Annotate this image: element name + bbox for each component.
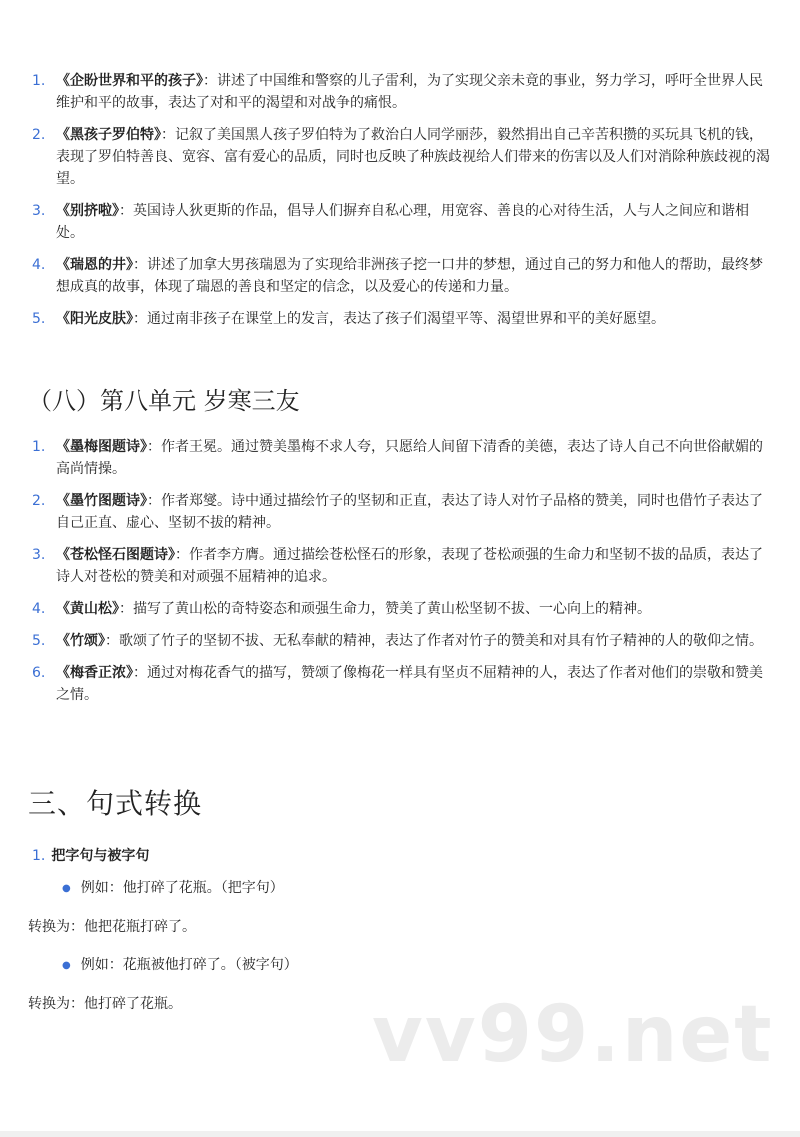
item-separator: ： — [105, 633, 119, 649]
example-bullet — [62, 954, 298, 977]
item-number: 5. — [32, 633, 46, 649]
bullet-dot-icon: ● — [62, 883, 71, 894]
item-separator: ： — [119, 601, 133, 617]
item-separator: ： — [203, 73, 217, 89]
conversion-line: 转换为：他打碎了花瓶。 — [28, 996, 182, 1012]
subsection-label: 把字句与被字句 — [51, 848, 150, 864]
item-title: 《企盼世界和平的孩子》 — [56, 73, 203, 89]
bullet-dot-icon: ● — [62, 960, 71, 971]
item-text: 作者王冕。通过赞美墨梅不求人夸，只愿给人间留下清香的美德，表达了诗人自己不向世俗献媚的高尚情操。 — [56, 439, 763, 477]
watermark: vv99.net — [372, 990, 774, 1080]
item-title: 《黄山松》 — [56, 601, 119, 617]
list-item — [32, 598, 776, 620]
item-separator: ： — [133, 311, 147, 327]
item-number: 1. — [32, 73, 46, 89]
example-text: 例如：他打碎了花瓶。（把字句） — [80, 880, 284, 896]
page-bottom-divider — [0, 1131, 800, 1137]
item-title: 《阳光皮肤》 — [56, 311, 133, 327]
section3-heading: 三、句式转换 — [28, 787, 203, 820]
conversion-line: 转换为：他把花瓶打碎了。 — [28, 919, 196, 935]
item-number: 4. — [32, 601, 46, 617]
unit8-heading: （八）第八单元 岁寒三友 — [28, 387, 300, 415]
item-number: 2. — [32, 493, 46, 509]
list-item — [32, 70, 776, 114]
list-item — [32, 254, 776, 298]
item-text: 讲述了加拿大男孩瑞恩为了实现给非洲孩子挖一口井的梦想，通过自己的努力和他人的帮助，最终梦想成真的故事，体现了瑞恩的善良和坚定的信念，以及爱心的传递和力量。 — [56, 257, 763, 295]
item-number: 6. — [32, 665, 46, 681]
item-separator: ： — [147, 493, 161, 509]
item-title: 《墨竹图题诗》 — [56, 493, 147, 509]
item-separator: ： — [147, 439, 161, 455]
list-item — [32, 124, 776, 190]
item-number: 4. — [32, 257, 46, 273]
item-number: 3. — [32, 547, 46, 563]
item-separator: ： — [175, 547, 189, 563]
item-text: 讲述了中国维和警察的儿子雷利，为了实现父亲未竟的事业，努力学习，呼吁全世界人民维护和平的故事，表达了对和平的渴望和对战争的痛恨。 — [56, 73, 763, 111]
item-title: 《苍松怪石图题诗》 — [56, 547, 175, 563]
list-item — [32, 630, 776, 652]
item-title: 《梅香正浓》 — [56, 665, 133, 681]
example-bullet — [62, 877, 284, 900]
list-item — [32, 436, 776, 480]
item-text: 通过对梅花香气的描写，赞颂了像梅花一样具有坚贞不屈精神的人，表达了作者对他们的崇敬和赞美之情。 — [56, 665, 763, 703]
unit7-list — [32, 70, 776, 340]
item-number: 2. — [32, 127, 46, 143]
item-number: 5. — [32, 311, 46, 327]
item-text: 作者郑燮。诗中通过描绘竹子的坚韧和正直，表达了诗人对竹子品格的赞美，同时也借竹子表达了自己正直、虚心、坚韧不拔的精神。 — [56, 493, 763, 531]
item-title: 《竹颂》 — [56, 633, 105, 649]
unit8-list — [32, 436, 776, 716]
list-item — [32, 662, 776, 706]
item-separator: ： — [161, 127, 175, 143]
list-item — [32, 544, 776, 588]
item-title: 《别挤啦》 — [56, 203, 119, 219]
item-text: 记叙了美国黑人孩子罗伯特为了救治白人同学丽莎，毅然捐出自己辛苦积攒的买玩具飞机的钱，表现了罗伯特善良、宽容、富有爱心的品质，同时也反映了种族歧视给人们带来的伤害以及人们对消除种族歧视的渴望。 — [56, 127, 770, 187]
item-title: 《黑孩子罗伯特》 — [56, 127, 161, 143]
subsection-title — [32, 845, 149, 867]
list-item — [32, 490, 776, 534]
item-text: 英国诗人狄更斯的作品，倡导人们摒弃自私心理，用宽容、善良的心对待生活，人与人之间应和谐相处。 — [56, 203, 749, 241]
example-text: 例如：花瓶被他打碎了。（被字句） — [80, 957, 298, 973]
subsection-number: 1. — [32, 848, 46, 864]
item-text: 通过南非孩子在课堂上的发言，表达了孩子们渴望平等、渴望世界和平的美好愿望。 — [147, 311, 665, 327]
list-item — [32, 200, 776, 244]
item-separator: ： — [119, 203, 133, 219]
item-number: 1. — [32, 439, 46, 455]
item-number: 3. — [32, 203, 46, 219]
item-text: 描写了黄山松的奇特姿态和顽强生命力，赞美了黄山松坚韧不拔、一心向上的精神。 — [133, 601, 651, 617]
item-title: 《墨梅图题诗》 — [56, 439, 147, 455]
list-item — [32, 308, 776, 330]
item-text: 作者李方膺。通过描绘苍松怪石的形象，表现了苍松顽强的生命力和坚韧不拔的品质，表达了诗人对苍松的赞美和对顽强不屈精神的追求。 — [56, 547, 763, 585]
item-title: 《瑞恩的井》 — [56, 257, 133, 273]
item-separator: ： — [133, 257, 147, 273]
item-separator: ： — [133, 665, 147, 681]
item-text: 歌颂了竹子的坚韧不拔、无私奉献的精神，表达了作者对竹子的赞美和对具有竹子精神的人的敬仰之情。 — [119, 633, 763, 649]
